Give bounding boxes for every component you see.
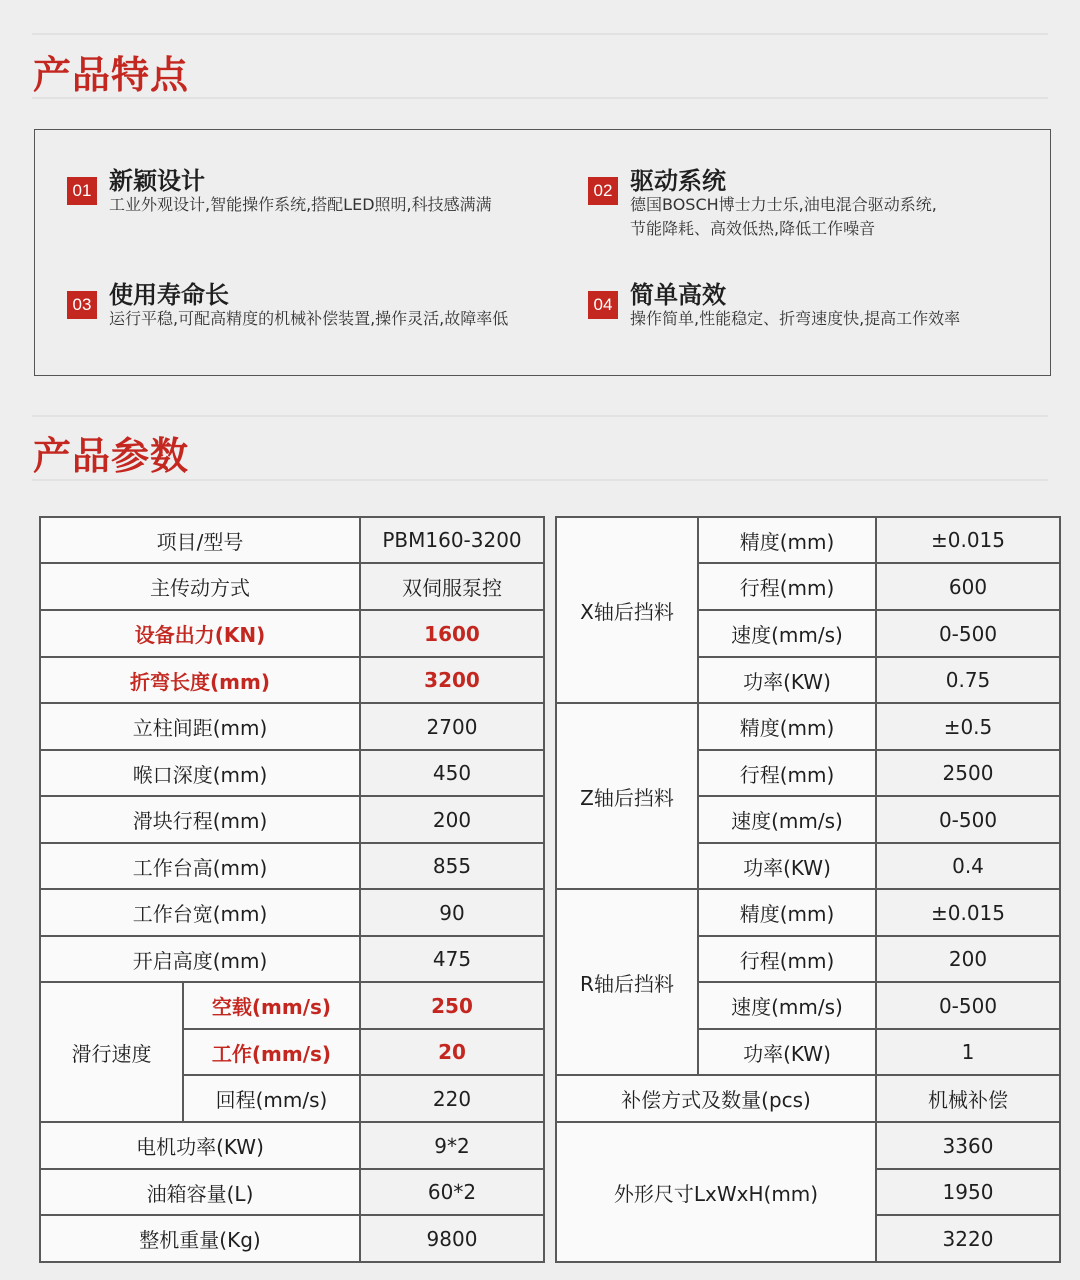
- spec-sublabel-highlight: 工作(mm/s): [183, 1029, 360, 1075]
- feature-description-line: 工业外观设计,智能操作系统,搭配LED照明,科技感满满: [109, 195, 492, 214]
- spec-value: 3360: [876, 1122, 1060, 1169]
- spec-value: ±0.015: [876, 889, 1060, 936]
- table-row: [40, 1122, 544, 1169]
- table-row: [40, 563, 544, 610]
- feature-description: [630, 307, 960, 331]
- params-top-divider: [32, 415, 1048, 417]
- spec-sublabel-highlight: 空载(mm/s): [183, 982, 360, 1029]
- spec-group-label: X轴后挡料: [556, 517, 698, 703]
- feature-number-badge: 04: [588, 291, 618, 319]
- feature-number-badge: 03: [67, 291, 97, 319]
- top-divider: [32, 33, 1048, 35]
- spec-value: 475: [360, 936, 544, 982]
- spec-value: 双伺服泵控: [360, 563, 544, 610]
- params-title-divider: [32, 479, 1048, 481]
- spec-label: 外形尺寸LxWxH(mm): [556, 1122, 876, 1262]
- spec-sublabel: 行程(mm): [698, 563, 876, 610]
- spec-sublabel: 功率(KW): [698, 843, 876, 889]
- spec-group-label: Z轴后挡料: [556, 703, 698, 889]
- spec-label: 项目/型号: [40, 517, 360, 563]
- spec-value-highlight: 1600: [360, 610, 544, 657]
- spec-sublabel: 速度(mm/s): [698, 610, 876, 657]
- spec-label: 补偿方式及数量(pcs): [556, 1075, 876, 1122]
- spec-label-highlight: 设备出力(KN): [40, 610, 360, 657]
- spec-value-highlight: 3200: [360, 657, 544, 703]
- spec-table-backgauge: [555, 516, 1061, 1263]
- spec-value: 9*2: [360, 1122, 544, 1169]
- spec-label: 滑块行程(mm): [40, 796, 360, 843]
- spec-value: 1950: [876, 1169, 1060, 1215]
- spec-label: 电机功率(KW): [40, 1122, 360, 1169]
- params-title: 产品参数: [33, 434, 190, 478]
- table-row: [40, 610, 544, 657]
- table-row: [556, 1122, 1060, 1169]
- spec-sublabel: 速度(mm/s): [698, 982, 876, 1029]
- spec-value: 220: [360, 1075, 544, 1122]
- spec-value: 600: [876, 563, 1060, 610]
- table-row: [556, 703, 1060, 750]
- spec-value: 2700: [360, 703, 544, 750]
- spec-value: ±0.015: [876, 517, 1060, 563]
- feature-description: [109, 193, 492, 217]
- spec-value: ±0.5: [876, 703, 1060, 750]
- table-row: [40, 982, 544, 1029]
- spec-sublabel: 回程(mm/s): [183, 1075, 360, 1122]
- table-row: [40, 750, 544, 796]
- table-row: [40, 657, 544, 703]
- spec-label: 工作台宽(mm): [40, 889, 360, 936]
- spec-label: 工作台高(mm): [40, 843, 360, 889]
- spec-value-highlight: 20: [360, 1029, 544, 1075]
- table-row: [40, 517, 544, 563]
- feature-description: [630, 193, 937, 241]
- spec-sublabel: 精度(mm): [698, 517, 876, 563]
- table-row: [40, 1215, 544, 1262]
- spec-value: PBM160-3200: [360, 517, 544, 563]
- spec-value: 0-500: [876, 610, 1060, 657]
- spec-value: 0.75: [876, 657, 1060, 703]
- table-row: [40, 703, 544, 750]
- spec-value: 0-500: [876, 982, 1060, 1029]
- spec-sublabel: 行程(mm): [698, 750, 876, 796]
- table-row: [40, 889, 544, 936]
- spec-label: 主传动方式: [40, 563, 360, 610]
- spec-group-label: R轴后挡料: [556, 889, 698, 1075]
- spec-value: 机械补偿: [876, 1075, 1060, 1122]
- table-row: [40, 796, 544, 843]
- table-row: [556, 889, 1060, 936]
- feature-title: 使用寿命长: [109, 281, 229, 309]
- feature-description: [109, 307, 508, 331]
- spec-value: 3220: [876, 1215, 1060, 1262]
- spec-value: 855: [360, 843, 544, 889]
- feature-description-line: 节能降耗、高效低热,降低工作噪音: [630, 219, 876, 238]
- spec-label: 开启高度(mm): [40, 936, 360, 982]
- spec-value: 9800: [360, 1215, 544, 1262]
- table-row: [40, 843, 544, 889]
- table-row: [40, 936, 544, 982]
- spec-label: 喉口深度(mm): [40, 750, 360, 796]
- table-row: [556, 1075, 1060, 1122]
- feature-title: 驱动系统: [630, 167, 726, 195]
- spec-label: 油箱容量(L): [40, 1169, 360, 1215]
- spec-value: 2500: [876, 750, 1060, 796]
- spec-value: 60*2: [360, 1169, 544, 1215]
- feature-description-line: 操作简单,性能稳定、折弯速度快,提高工作效率: [630, 309, 961, 328]
- spec-sublabel: 精度(mm): [698, 889, 876, 936]
- spec-value: 450: [360, 750, 544, 796]
- spec-sublabel: 功率(KW): [698, 657, 876, 703]
- feature-title: 简单高效: [630, 281, 726, 309]
- spec-label-highlight: 折弯长度(mm): [40, 657, 360, 703]
- features-title: 产品特点: [33, 53, 190, 97]
- spec-value: 90: [360, 889, 544, 936]
- spec-value-highlight: 250: [360, 982, 544, 1029]
- spec-sublabel: 精度(mm): [698, 703, 876, 750]
- table-row: [40, 1169, 544, 1215]
- spec-value: 0-500: [876, 796, 1060, 843]
- feature-number-badge: 02: [588, 177, 618, 205]
- feature-description-line: 德国BOSCH博士力士乐,油电混合驱动系统,: [630, 195, 937, 214]
- spec-value: 0.4: [876, 843, 1060, 889]
- spec-value: 1: [876, 1029, 1060, 1075]
- spec-sublabel: 功率(KW): [698, 1029, 876, 1075]
- feature-title: 新颖设计: [109, 167, 205, 195]
- spec-group-label: 滑行速度: [40, 982, 183, 1122]
- spec-table-main: [39, 516, 545, 1263]
- spec-sublabel: 行程(mm): [698, 936, 876, 982]
- spec-label: 整机重量(Kg): [40, 1215, 360, 1262]
- spec-label: 立柱间距(mm): [40, 703, 360, 750]
- table-row: [556, 517, 1060, 563]
- features-box: [34, 129, 1051, 376]
- spec-value: 200: [876, 936, 1060, 982]
- feature-description-line: 运行平稳,可配高精度的机械补偿装置,操作灵活,故障率低: [109, 309, 509, 328]
- spec-value: 200: [360, 796, 544, 843]
- spec-sublabel: 速度(mm/s): [698, 796, 876, 843]
- features-title-divider: [32, 97, 1048, 99]
- feature-number-badge: 01: [67, 177, 97, 205]
